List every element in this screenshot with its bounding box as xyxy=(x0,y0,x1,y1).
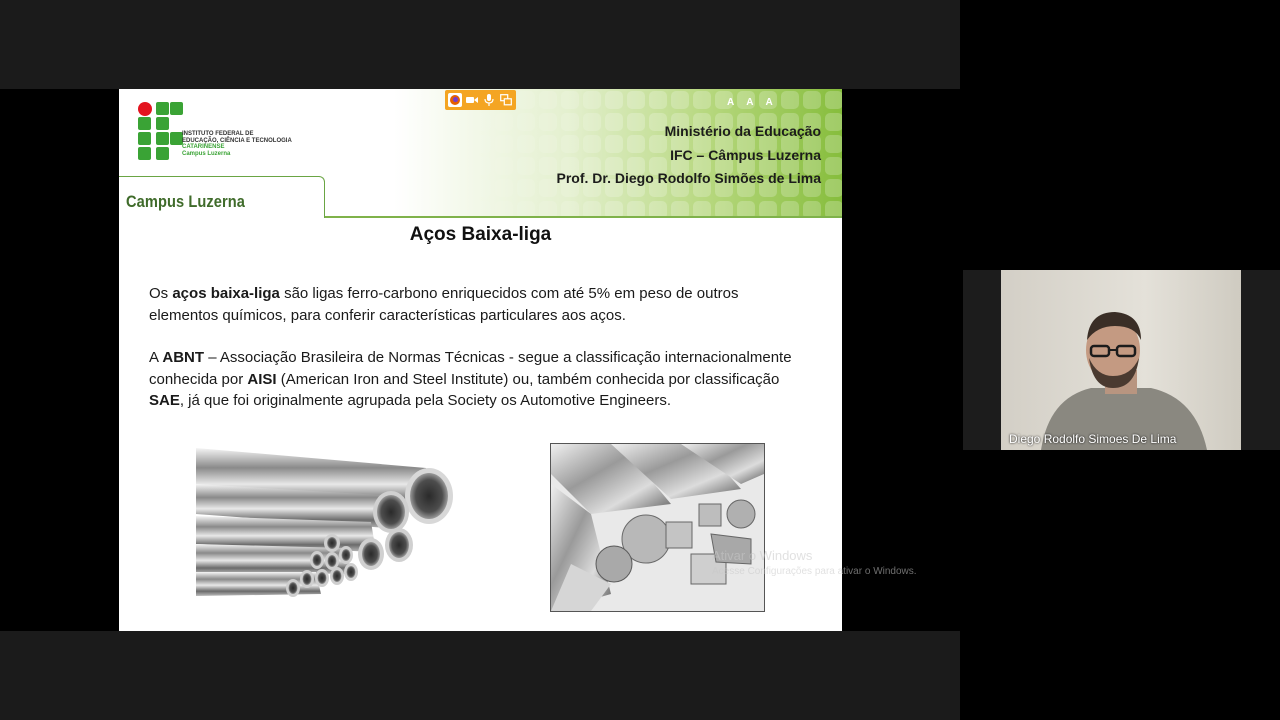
paragraph-definition: Os aços baixa-liga são ligas ferro-carbono enriquecidos com até 5% em peso de outros elementos químicos, para conferir características particulares aos aços. xyxy=(149,285,739,324)
steel-tubes-image xyxy=(196,444,454,612)
header-divider xyxy=(325,216,842,218)
ifc-logo xyxy=(137,101,183,161)
sharing-toolbar xyxy=(445,90,516,110)
windows-activation-watermark: Ativar o Windows Acesse Configurações para ativar o Windows. xyxy=(712,548,917,577)
ministry-line: Ministério da Educação xyxy=(664,123,821,139)
browser-icon[interactable] xyxy=(448,93,462,107)
campus-line: IFC – Câmpus Luzerna xyxy=(670,146,821,163)
professor-line: Prof. Dr. Diego Rodolfo Simões de Lima xyxy=(556,170,821,186)
campus-label: Campus Luzerna xyxy=(126,192,246,211)
camera-icon[interactable] xyxy=(465,93,479,107)
top-letterbox xyxy=(0,0,960,89)
logo-text: INSTITUTO FEDERAL DE EDUCAÇÃO, CIÊNCIA E TECNOLOGIA CATARINENSE Campus Luzerna xyxy=(182,131,292,157)
participant-video-feed xyxy=(1001,270,1241,450)
font-size-icon: A A A xyxy=(727,97,778,108)
bottom-letterbox xyxy=(0,631,960,720)
paragraph-classification: A ABNT – Associação Brasileira de Normas Técnicas - segue a classificação internacionalmente conhecida por AISI (American Iron and Steel Institute) ou, também conhecida por classificação SAE, já que foi originalmente agrupada pela Society os Automotive Engineers. xyxy=(149,349,792,409)
screen-share-icon[interactable] xyxy=(499,93,513,107)
microphone-icon[interactable] xyxy=(482,93,496,107)
slide-title: Aços Baixa-liga xyxy=(409,224,552,245)
steel-bars-image xyxy=(550,443,765,612)
header-info xyxy=(557,120,821,191)
participant-name: Diego Rodolfo Simoes De Lima xyxy=(1009,432,1177,446)
participant-video-tile[interactable] xyxy=(1001,270,1241,450)
